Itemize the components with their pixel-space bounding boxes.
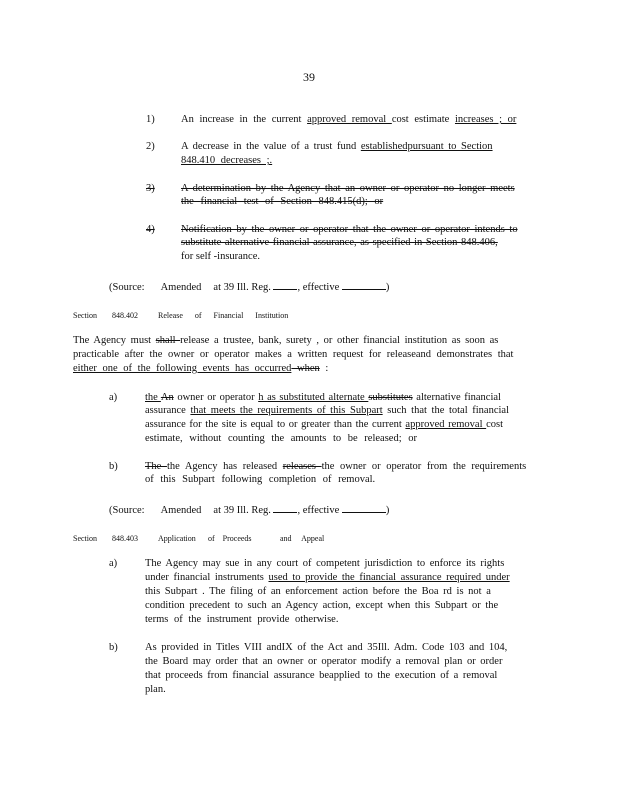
page-number: 39 xyxy=(303,70,315,84)
section-848-403-heading: Section 848.403 Application of Proceeds and Appeal xyxy=(73,534,325,543)
item-3-line-1: A determination by the Agency that an owner or operator no longer meets xyxy=(181,183,515,194)
item-403-b-line-3: that proceeds from financial assurance beapplied to the execution of a removal xyxy=(145,670,498,681)
item-3-line-2: the financial test of Section 848.415(d); or xyxy=(181,196,384,207)
item-1-text: An increase in the current approved removal cost estimate increases ; or xyxy=(181,114,517,125)
item-403-b-line-4: plan. xyxy=(145,684,166,695)
para-402-line-2: practicable after the owner or operator makes a written request for releaseand demonstrates that xyxy=(73,349,514,360)
item-403-a-line-3: this Subpart . The filing of an enforcement action before the Boa rd is not a xyxy=(145,586,491,597)
item-4-line-3: for self -insurance. xyxy=(181,251,261,262)
item-3-number: 3) xyxy=(146,183,155,194)
item-4-line-1: Notification by the owner or operator that the owner or operator intends to xyxy=(181,224,518,235)
item-403-b-line-1: As provided in Titles VIII andIX of the Act and 35Ill. Adm. Code 103 and 104, xyxy=(145,642,508,653)
section-848-402-heading: Section 848.402 Release of Financial Institution xyxy=(73,311,289,320)
item-2-line-2: 848.410 decreases ;. xyxy=(181,155,273,166)
item-403-a-line-2: under financial instruments used to provide the financial assurance required under xyxy=(145,572,510,583)
source-note-2: (Source: Amended at 39 Ill. Reg. , effective ) xyxy=(109,502,389,518)
item-403-a-line-1: The Agency may sue in any court of competent jurisdiction to enforce its rights xyxy=(145,558,505,569)
item-402-a-number: a) xyxy=(109,392,118,403)
item-403-a-line-5: terms of the instrument provide otherwise. xyxy=(145,614,339,625)
item-1-number: 1) xyxy=(146,114,155,125)
item-402-a-line-3: assurance for the site is equal to or greater than the current approved removal cost xyxy=(145,419,504,430)
item-403-b-line-2: the Board may order that an owner or operator modify a removal plan or order xyxy=(145,656,503,667)
item-402-b-number: b) xyxy=(109,461,118,472)
item-402-a-line-1: the An owner or operator h as substituted alternate substitutes alternative financial xyxy=(145,392,501,403)
item-402-a-line-2: assurance that meets the requirements of this Subpart such that the total financial xyxy=(145,405,509,416)
item-403-b-number: b) xyxy=(109,642,118,653)
para-402-line-1: The Agency must shall release a trustee, bank, surety , or other financial institution as soon as xyxy=(73,335,499,346)
item-402-b-line-2: of this Subpart following completion of removal. xyxy=(145,474,376,485)
item-403-a-line-4: condition precedent to such an Agency action, except when this Subpart or the xyxy=(145,600,499,611)
item-402-b-line-1: The the Agency has released releases the owner or operator from the requirements xyxy=(145,461,527,472)
item-4-line-2: substitute alternative financial assurance, as specified in Section 848.406, xyxy=(181,237,498,248)
item-2-line-1: A decrease in the value of a trust fund establishedpursuant to Section xyxy=(181,141,493,152)
item-2-number: 2) xyxy=(146,141,155,152)
item-403-a-number: a) xyxy=(109,558,118,569)
para-402-line-3: either one of the following events has occurred when : xyxy=(73,363,329,374)
source-note-1: (Source: Amended at 39 Ill. Reg. , effective ) xyxy=(109,279,389,295)
item-402-a-line-4: estimate, without counting the amounts to be released; or xyxy=(145,433,417,444)
item-4-number: 4) xyxy=(146,224,155,235)
